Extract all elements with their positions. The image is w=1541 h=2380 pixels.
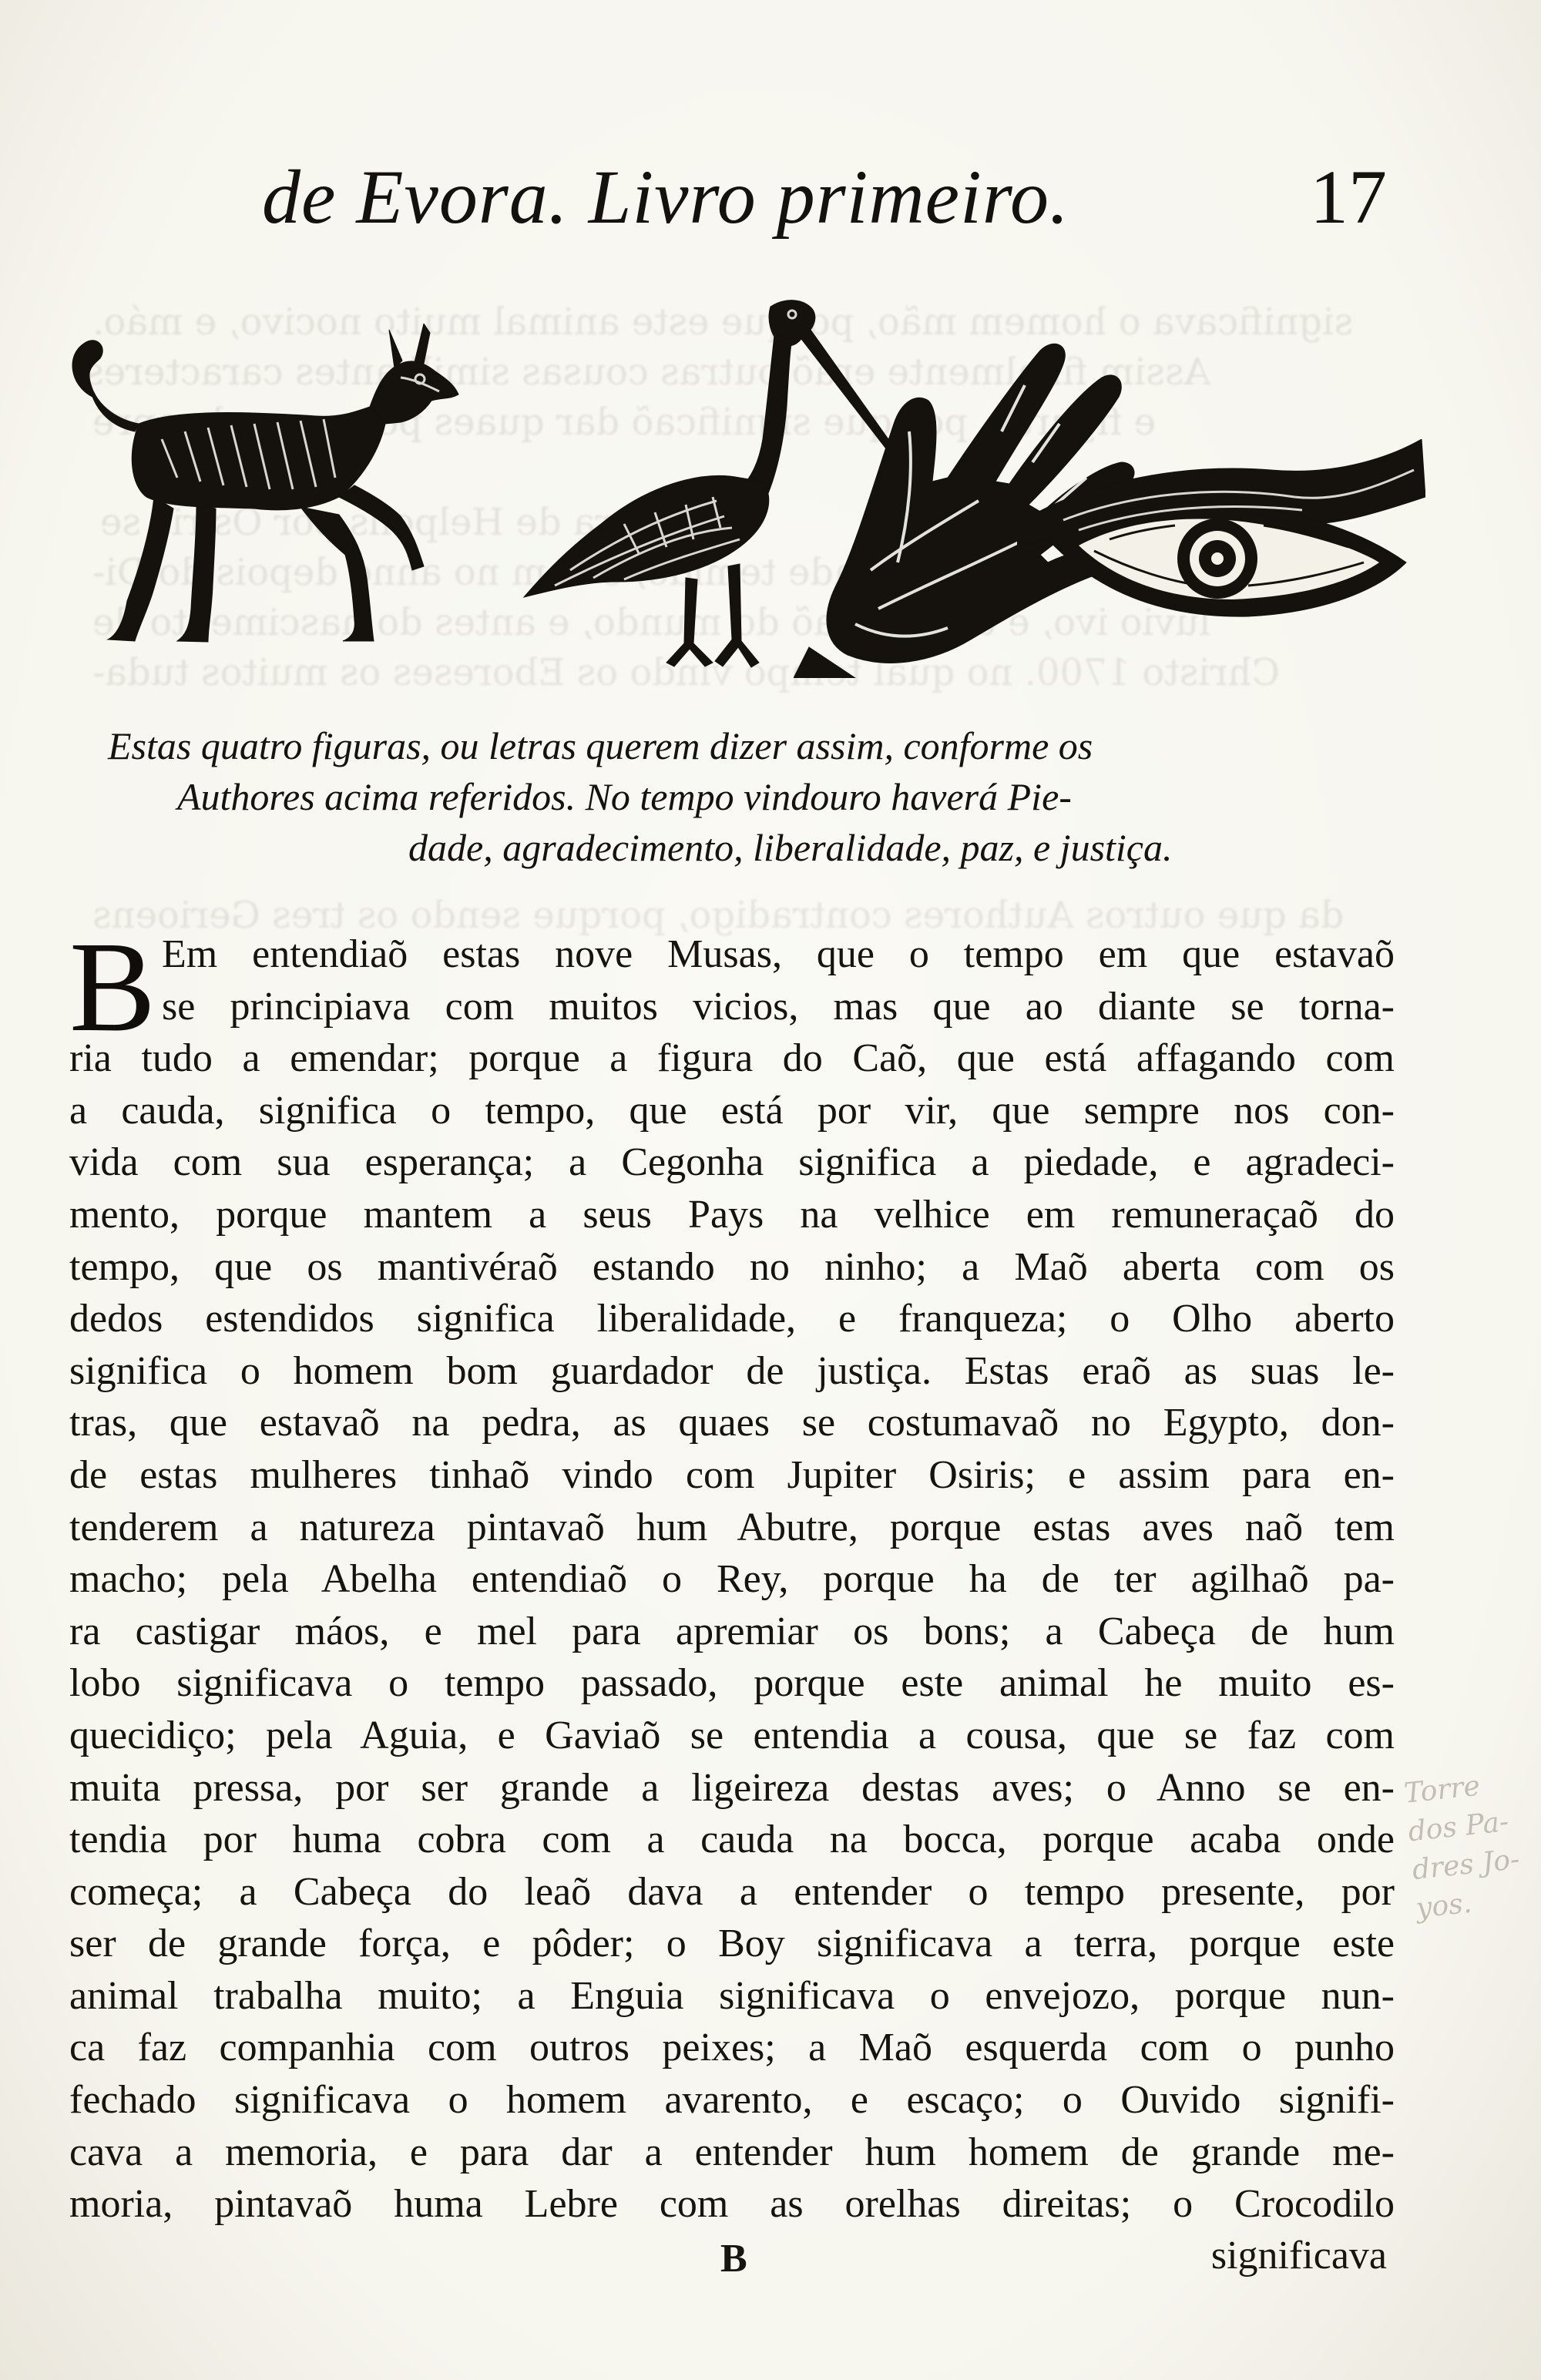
- text-line: Em entendiaõ estas nove Musas, que o tempo em que estavaõ: [162, 932, 1395, 976]
- caption-line: dade, agradecimento, liberalidade, paz, e justiça.: [408, 826, 1173, 869]
- text-line: ria tudo a emendar; porque a figura do Caõ, que está affagando com: [69, 1036, 1395, 1081]
- figure-caption: [108, 720, 1371, 873]
- text-line: tras, que estavaõ na pedra, as quaes se costumavaõ no Egypto, don-: [69, 1401, 1395, 1445]
- text-line: a cauda, significa o tempo, que está por vir, que sempre nos con-: [69, 1088, 1395, 1133]
- text-line: se principiava com muitos vicios, mas que ao diante se torna-: [162, 984, 1395, 1029]
- catchword: significava: [1210, 2234, 1387, 2278]
- text-line: muita pressa, por ser grande a ligeireza destas aves; o Anno se en-: [69, 1765, 1395, 1810]
- text-line: ser de grande força, e pôder; o Boy significava a terra, porque este: [69, 1922, 1395, 1966]
- woodcut-figures: [62, 293, 1387, 693]
- text-line: ca faz companhia com outros peixes; a Maõ esquerda com o punho: [69, 2026, 1395, 2070]
- text-line: dedos estendidos significa liberalidade, e franqueza; o Olho aberto: [69, 1297, 1395, 1341]
- text-line: ra castigar máos, e mel para apremiar os bons; a Cabeça de hum: [69, 1609, 1395, 1653]
- page-header: [262, 137, 1387, 253]
- text-line: quecidiço; pela Aguia, e Gaviaõ se entendia a cousa, que se faz com: [69, 1713, 1395, 1757]
- text-line: cava a memoria, e para dar a entender hum homem de grande me-: [69, 2130, 1395, 2174]
- bleed-through: significava o homem mão, porque este animal muito nocivo, e máo. Assim finalmente eraõ outras cousas similhantes caracteres e figuras, por que significaõ dar quaes por exemplo apre em honra de Helpolis por Osiris se sua idade temido, e com no anno depois do Di- luvio ivo, e da creaçaõ do mundo, e antes do nascimento de Christo 1700. no qual tempo vindo os Eboreses os muitos tuda- da que outros Authores contradigo, porque sendo os tres Gerioens: [85, 300, 1354, 937]
- caption-line: Estas quatro figuras, ou letras querem dizer assim, conforme os: [108, 724, 1093, 767]
- text-line: começa; a Cabeça do leaõ dava a entender o tempo presente, por: [69, 1869, 1395, 1914]
- text-line: moria, pintavaõ huma Lebre com as orelhas direitas; o Crocodilo: [69, 2182, 1395, 2227]
- text-line: animal trabalha muito; a Enguia significava o envejozo, porque nun-: [69, 1973, 1395, 2018]
- text-line: significa o homem bom guardador de justiça. Estas eraõ as suas le-: [69, 1348, 1395, 1393]
- text-line: fechado significava o homem avarento, e escaço; o Ouvido signifi-: [69, 2078, 1395, 2123]
- text-line: macho; pela Abelha entendiaõ o Rey, porque ha de ter agilhaõ pa-: [69, 1557, 1395, 1602]
- text-line: de estas mulheres tinhaõ vindo com Jupiter Osiris; e assim para en-: [69, 1452, 1395, 1497]
- text-line: mento, porque mantem a seus Pays na velhice em remuneraçaõ do: [69, 1192, 1395, 1237]
- page-number: 17: [1310, 154, 1387, 240]
- text-line: lobo significava o tempo passado, porque este animal he muito es-: [69, 1661, 1395, 1706]
- text-line: vida com sua esperança; a Cegonha significa a piedade, e agradeci-: [69, 1140, 1395, 1185]
- caption-line: Authores acima referidos. No tempo vindouro haverá Pie-: [177, 775, 1072, 818]
- margin-annotation: Torre dos Pa- dres Jo- yos.: [1402, 1770, 1522, 1925]
- running-head: de Evora. Livro primeiro.: [262, 154, 1070, 240]
- signature-mark: B: [720, 2237, 747, 2281]
- text-line: tendia por huma cobra com a cauda na bocca, porque acaba onde: [69, 1818, 1395, 1862]
- drop-cap: B: [69, 915, 156, 1059]
- text-line: tenderem a natureza pintavaõ hum Abutre, porque estas aves naõ tem: [69, 1505, 1395, 1549]
- dog-woodcut: [62, 324, 462, 678]
- text-line: tempo, que os mantivéraõ estando no ninho; a Maõ aberta com os: [69, 1244, 1395, 1289]
- eye-woodcut: [1017, 439, 1425, 624]
- body-text: [69, 915, 1395, 2231]
